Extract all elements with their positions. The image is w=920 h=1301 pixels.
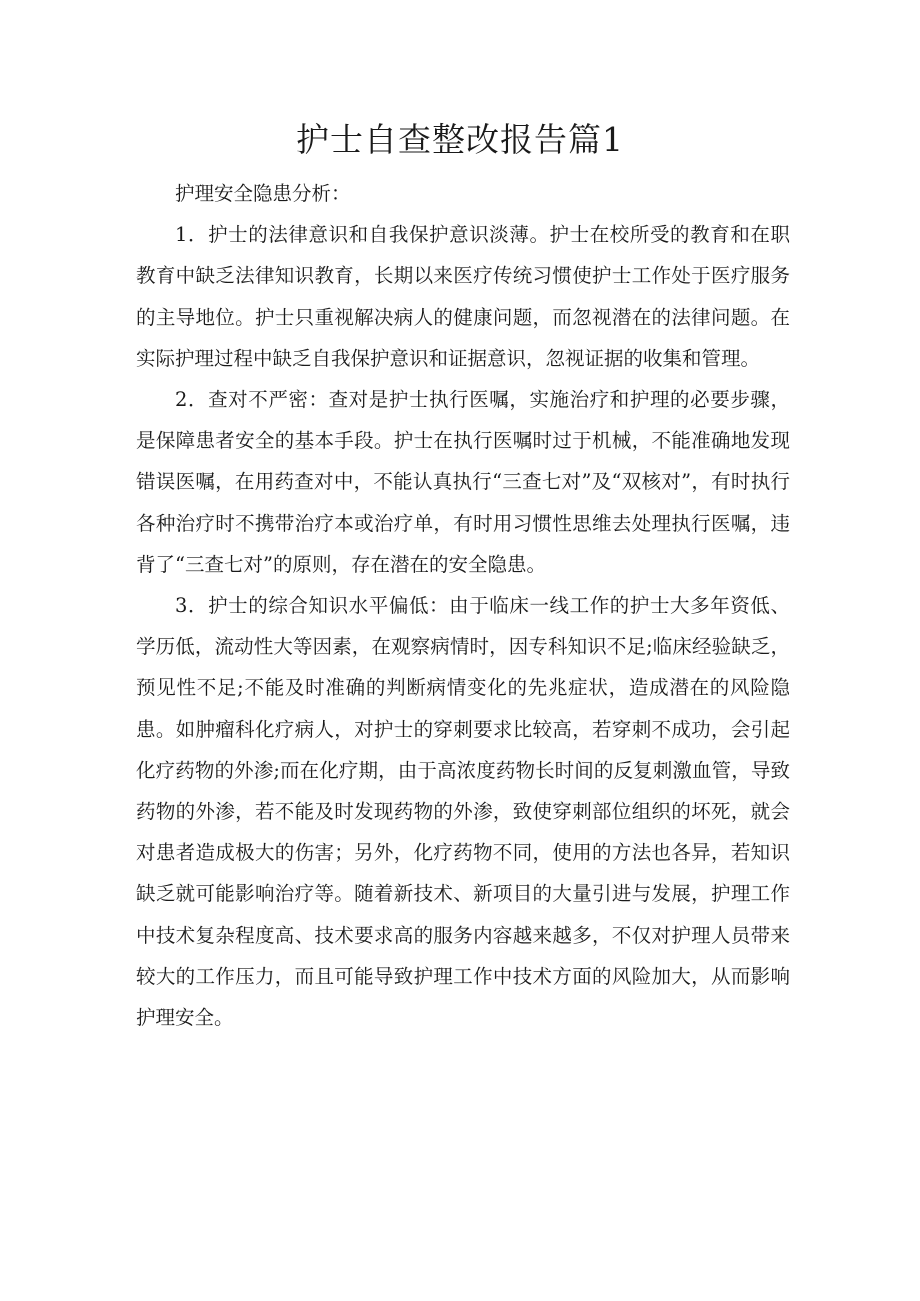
document-body: [136, 173, 790, 1038]
paragraph-item-3: 3．护士的综合知识水平偏低：由于临床一线工作的护士大多年资低、学历低，流动性大等因素，在观察病情时，因专科知识不足;临床经验缺乏，预见性不足;不能及时准确的判断病情变化的先兆症状，造成潜在的风险隐患。如肿瘤科化疗病人，对护士的穿刺要求比较高，若穿刺不成功，会引起化疗药物的外渗;而在化疗期，由于高浓度药物长时间的反复刺激血管，导致药物的外渗，若不能及时发现药物的外渗，致使穿刺部位组织的坏死，就会对患者造成极大的伤害；另外，化疗药物不同，使用的方法也各异，若知识缺乏就可能影响治疗等。随着新技术、新项目的大量引进与发展，护理工作中技术复杂程度高、技术要求高的服务内容越来越多，不仅对护理人员带来较大的工作压力，而且可能导致护理工作中技术方面的风险加大，从而影响护理安全。: [136, 594, 790, 1030]
paragraph-heading: 护理安全隐患分析：: [175, 182, 351, 205]
paragraph-item-2: 2．查对不严密：查对是护士执行医嘱，实施治疗和护理的必要步骤，是保障患者安全的基本手段。护士在执行医嘱时过于机械，不能准确地发现错误医嘱，在用药查对中，不能认真执行“三查七对”及“双核对”，有时执行各种治疗时不携带治疗本或治疗单，有时用习惯性思维去处理执行医嘱，违背了“三查七对”的原则，存在潜在的安全隐患。: [136, 388, 790, 576]
document-title: 护士自查整改报告篇1: [296, 120, 624, 159]
paragraph-item-1: 1．护士的法律意识和自我保护意识淡薄。护士在校所受的教育和在职教育中缺乏法律知识教育，长期以来医疗传统习惯使护士工作处于医疗服务的主导地位。护士只重视解决病人的健康问题，而忽视潜在的法律问题。在实际护理过程中缺乏自我保护意识和证据意识，忽视证据的收集和管理。: [136, 223, 790, 370]
